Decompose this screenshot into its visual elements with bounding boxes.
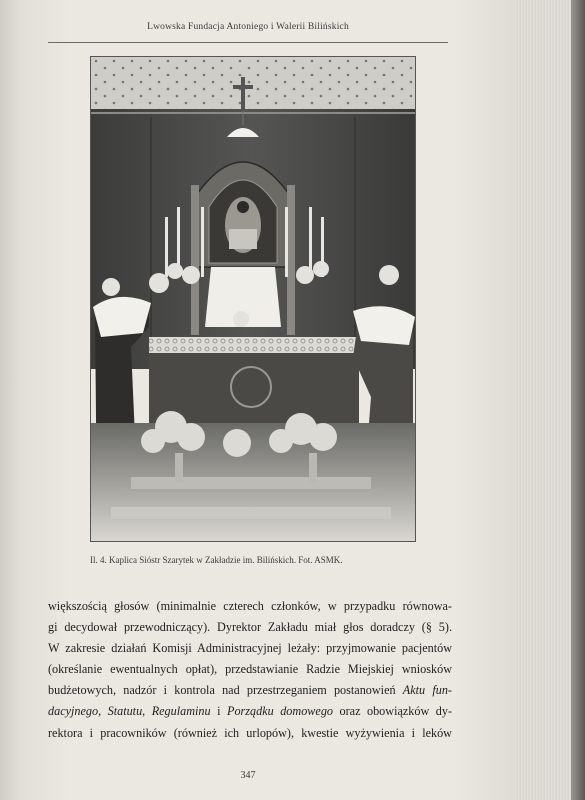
- altar-lace-cloth: [149, 337, 359, 353]
- figure-caption: Il. 4. Kaplica Sióstr Szarytek w Zakładzie im. Bilińskich. Fot. ASMK.: [90, 555, 343, 565]
- header-rule: [48, 42, 448, 43]
- running-head: Lwowska Fundacja Antoniego i Walerii Bilińskich: [147, 22, 349, 32]
- text-run: budżetowych, nadzór i kontrola nad przestrzeganiem postanowień: [48, 683, 403, 698]
- text-run: W zakresie działań Komisji Administracyjnej leżały: przyjmowanie pacjentów: [48, 641, 452, 656]
- text-run: dacyjnego, Statutu, Regulaminu: [48, 704, 211, 719]
- ceiling-pattern: [91, 57, 415, 109]
- text-run: oraz obowiązków dy-: [333, 704, 453, 719]
- text-line: [48, 596, 452, 617]
- text-line: [48, 617, 452, 638]
- text-line: [48, 680, 452, 701]
- left-column: [191, 185, 199, 335]
- text-line: [48, 701, 452, 722]
- text-run: gi decydował przewodniczący). Dyrektor Zakładu miał głos doradczy (§ 5).: [48, 620, 452, 635]
- text-line: [48, 659, 452, 680]
- right-column: [287, 185, 295, 335]
- text-line: [48, 723, 452, 744]
- text-run: (określanie ewentualnych opłat), przedstawianie Radzie Miejskiej wniosków: [48, 662, 452, 677]
- page-number: 347: [240, 770, 256, 781]
- page-edges: [515, 0, 585, 800]
- chapel-photograph: [90, 56, 416, 542]
- text-run: i: [210, 704, 227, 719]
- text-run: rektora i pracowników (również ich urlopów), kwestie wyżywienia i leków: [48, 725, 452, 740]
- body-text: [48, 596, 452, 744]
- text-run: Porządku domowego: [227, 704, 334, 719]
- text-run: Aktu fun-: [402, 683, 452, 698]
- text-line: [48, 638, 452, 659]
- text-run: większością głosów (minimalnie czterech członków, w przypadku równowa-: [48, 599, 452, 613]
